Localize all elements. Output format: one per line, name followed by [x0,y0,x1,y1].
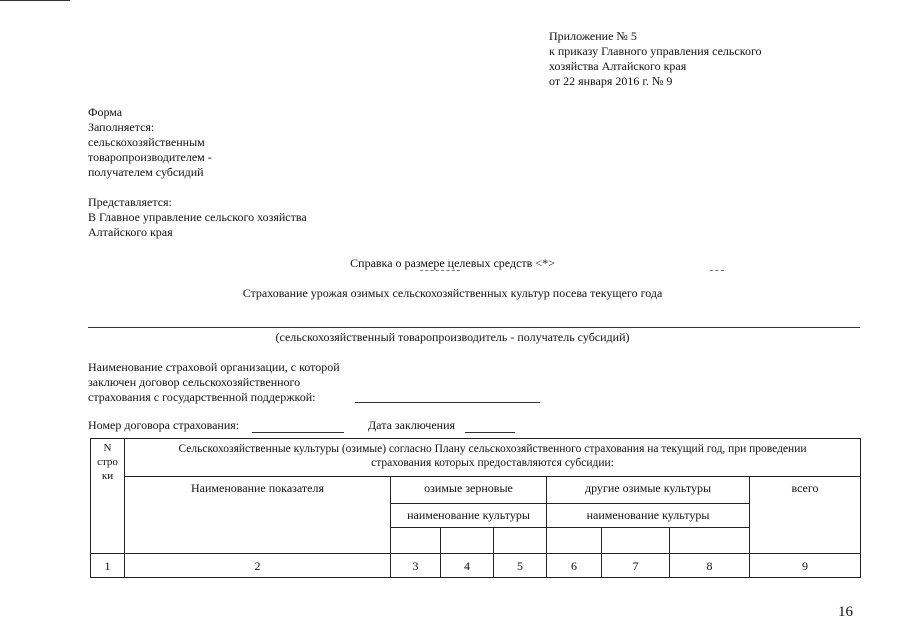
crop-name-header: наименование культуры [391,504,547,528]
crop-cell[interactable] [391,528,441,554]
presented-line: Алтайского края [88,225,173,239]
filled-line: сельскохозяйственным [88,135,205,149]
crop-name-header: наименование культуры [547,504,750,528]
column-number: 5 [494,554,547,578]
filled-label: Заполняется: [88,120,155,134]
appendix-department-line: хозяйства Алтайского края [549,59,687,73]
other-winter-header: другие озимые культуры [547,477,750,504]
contract-number-label: Номер договора страхования: [88,418,240,432]
insurer-input-line[interactable] [355,402,540,403]
appendix-order-line: к приказу Главного управления сельского [549,44,762,58]
scan-artifact-dash [420,270,460,271]
filled-line: получателем субсидий [88,165,204,179]
contract-date-input-line[interactable] [465,432,515,433]
form-presented-to [88,195,307,240]
crop-cell[interactable] [441,528,494,554]
presented-line: В Главное управление сельского хозяйства [88,210,307,224]
scan-artifact-line [0,0,70,1]
column-numbers-row [91,554,861,578]
total-header: всего [750,477,861,554]
appendix-header [549,29,762,89]
indicator-header: Наименование показателя [125,477,391,554]
column-number: 3 [391,554,441,578]
insurer-line: Наименование страховой организации, с которой [88,360,340,374]
insurer-line: заключен договор сельскохозяйственного [88,375,301,389]
producer-input-line[interactable] [88,327,860,328]
crop-cell[interactable] [602,528,670,554]
producer-caption: (сельскохозяйственный товаропроизводитель - получатель субсидий) [275,330,630,344]
appendix-title: Приложение № 5 [549,29,637,43]
insurer-label [88,360,340,405]
crop-cell[interactable] [547,528,602,554]
winter-grain-header: озимые зерновые [391,477,547,504]
column-number: 8 [670,554,750,578]
contract-date-label: Дата заключения [368,418,456,432]
column-number: 9 [750,554,861,578]
column-number: 7 [602,554,670,578]
contract-number-input-line[interactable] [252,432,344,433]
scan-artifact-dash [710,270,724,271]
document-subtitle: Страхование урожая озимых сельскохозяйственных культур посева текущего года [242,286,663,300]
filled-line: товаропроизводителем - [88,150,212,164]
presented-label: Представляется: [88,195,172,209]
crops-table [90,438,861,578]
crops-header: Сельскохозяйственные культуры (озимые) согласно Плану сельскохозяйственного страхования на текущий год, при проведении страхования которых предоставляются субсидии: [125,439,861,477]
column-number: 4 [441,554,494,578]
column-number: 6 [547,554,602,578]
insurer-line: страхования с государственной поддержкой: [88,390,316,404]
column-number: 2 [125,554,391,578]
form-label: Форма [88,105,123,119]
appendix-date-line: от 22 января 2016 г. № 9 [549,74,673,88]
crop-cell[interactable] [494,528,547,554]
column-number: 1 [91,554,125,578]
crop-cell[interactable] [670,528,750,554]
page-number: 16 [838,604,853,620]
form-filled-by [88,105,212,180]
row-number-header: N стро ки [91,439,125,554]
document-title: Справка о размере целевых средств <*> [350,256,555,270]
